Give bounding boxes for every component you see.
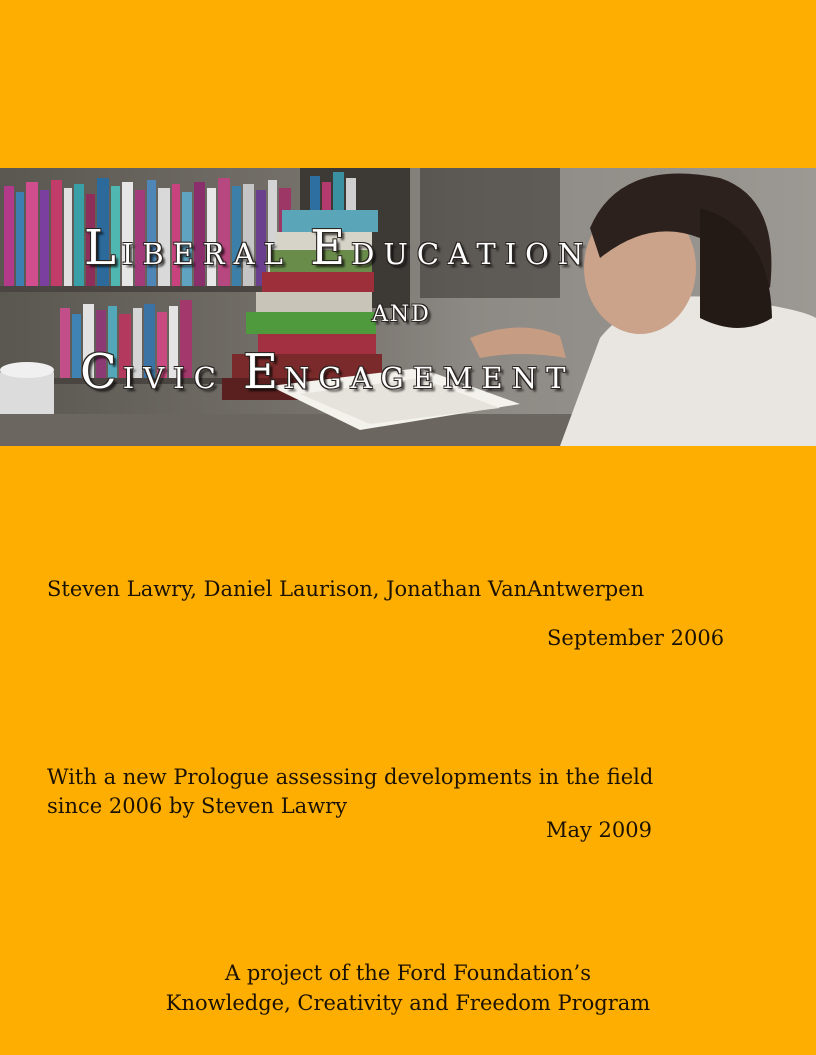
- title-word: IVIC: [122, 361, 243, 395]
- title-line-civic-engagement: [80, 344, 816, 400]
- authors: Steven Lawry, Daniel Laurison, Jonathan VanAntwerpen: [47, 577, 645, 601]
- prologue-note: [47, 763, 777, 821]
- title-word: IBERAL: [121, 237, 311, 271]
- title-initial: E: [243, 344, 285, 400]
- cover-photo-banner: [0, 168, 816, 446]
- title-initial: L: [84, 220, 122, 276]
- title-connector: AND: [372, 302, 431, 327]
- title-initial: E: [310, 220, 352, 276]
- title-initial: C: [80, 344, 123, 400]
- project-line: A project of the Ford Foundation’s: [224, 961, 591, 985]
- title-line-liberal-education: [84, 220, 816, 276]
- title-word: DUCATION: [351, 237, 593, 271]
- project-line: Knowledge, Creativity and Freedom Program: [165, 991, 651, 1015]
- prologue-date: May 2009: [546, 818, 653, 842]
- prologue-line: since 2006 by Steven Lawry: [47, 794, 348, 818]
- project-credit: [0, 958, 816, 1018]
- prologue-line: With a new Prologue assessing developments in the field: [47, 765, 654, 789]
- title-word: NGAGEMENT: [284, 361, 575, 395]
- publication-date: September 2006: [547, 626, 725, 650]
